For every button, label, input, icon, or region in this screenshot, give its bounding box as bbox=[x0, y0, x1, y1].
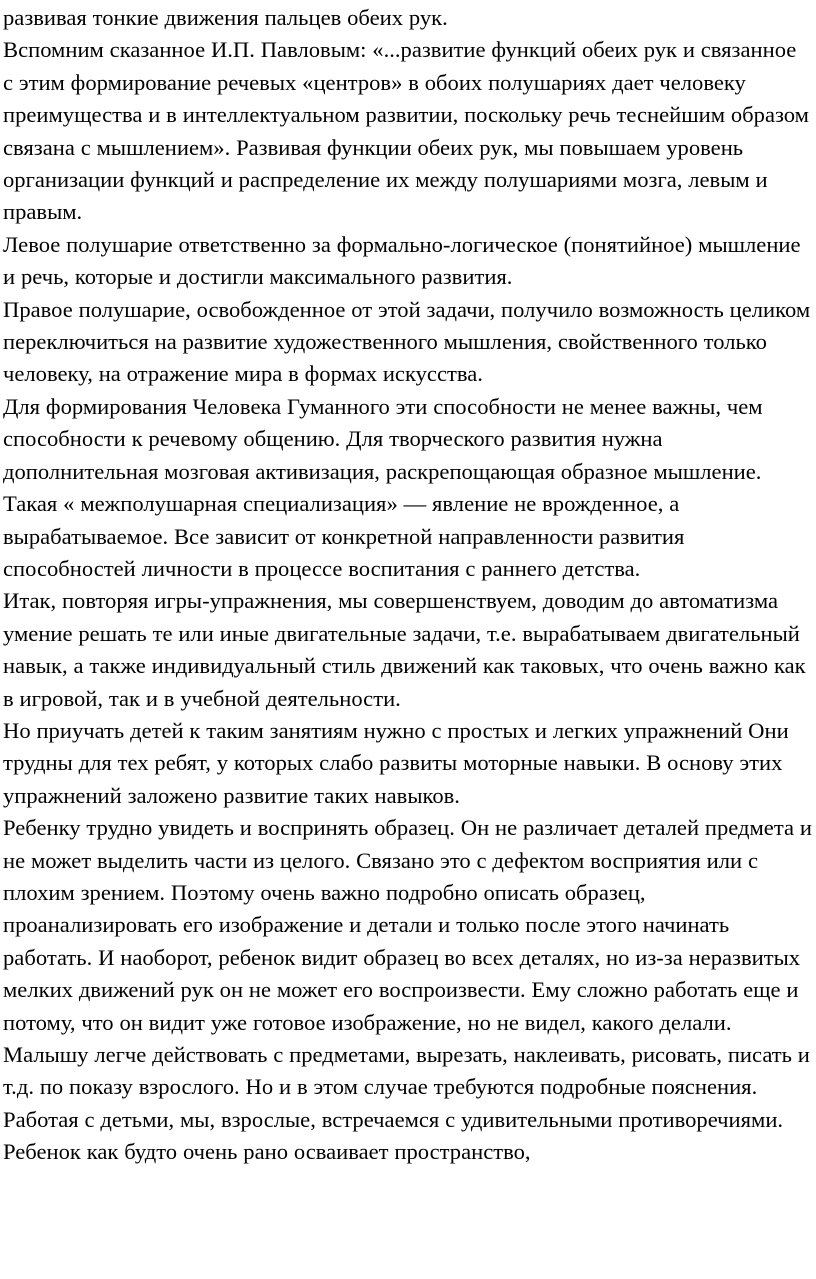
paragraph-10: Работая с детьми, мы, взрослые, встречаемся с удивительными противоречиями. Ребенок как будто очень рано осваивает пространство, bbox=[3, 1106, 784, 1165]
paragraph-6: Такая « межполушарная специализация» — явление не врожденное, а вырабатываемое. Все зависит от конкретной направленности развития способностей личности в процессе воспитания с раннего детства. bbox=[3, 491, 685, 581]
paragraph-7: Итак, повторяя игры-упражнения, мы совершенствуем, доводим до автоматизма умение решать те или иные двигательные задачи, т.е. вырабатываем двигательный навык, а также индивидуальный стиль движений как таковых, что очень важно как в игровой, так и в учебной деятельности. bbox=[3, 588, 806, 711]
paragraph-1: развивая тонкие движения пальцев обеих рук. bbox=[3, 5, 448, 30]
paragraph-2: Вспомним сказанное И.П. Павловым: «...развитие функций обеих рук и связанное с этим формирование речевых «центров» в обоих полушариях дает человеку преимущества и в интеллектуальном развитии, поскольку речь теснейшим образом связана с мышлением». Развивая функции обеих рук, мы повышаем уровень организации функций и распределение их между полушариями мозга, левым и правым. bbox=[3, 37, 809, 225]
paragraph-4: Правое полушарие, освобожденное от этой задачи, получило возможность целиком переключиться на развитие художественного мышления, свойственного только человеку, на отражение мира в формах искусства. bbox=[3, 296, 811, 387]
paragraph-8: Но приучать детей к таким занятиям нужно с простых и легких упражнений Они трудны для тех ребят, у которых слабо развиты моторные навыки. В основу этих упражнений заложено развитие таких навыков. bbox=[3, 717, 789, 808]
paragraph-9: Ребенку трудно увидеть и воспринять образец. Он не различает деталей предмета и не может выделить части из целого. Связано это с дефектом восприятия или с плохим зрением. Поэтому очень важно подробно описать образец, проанализировать его изображение и детали и только после этого начинать работать. И наоборот, ребенок видит образец во всех деталях, но из-за неразвитых мелких движений рук он не может его воспроизвести. Ему сложно работать еще и потому, что он видит уже готовое изображение, но не видел, какого делали. Малышу легче действовать с предметами, вырезать, наклеивать, рисовать, писать и т.д. по показу взрослого. Но и в этом случае требуются подробные пояснения. bbox=[3, 815, 812, 1100]
paragraph-3: Левое полушарие ответственно за формально-логическое (понятийное) мышление и речь, которые и достигли максимального развития. bbox=[3, 231, 801, 290]
paragraph-5: Для формирования Человека Гуманного эти способности не менее важны, чем способности к речевому общению. Для творческого развития нужна дополнительная мозговая активизация, раскрепощающая образное мышление. bbox=[3, 393, 763, 484]
